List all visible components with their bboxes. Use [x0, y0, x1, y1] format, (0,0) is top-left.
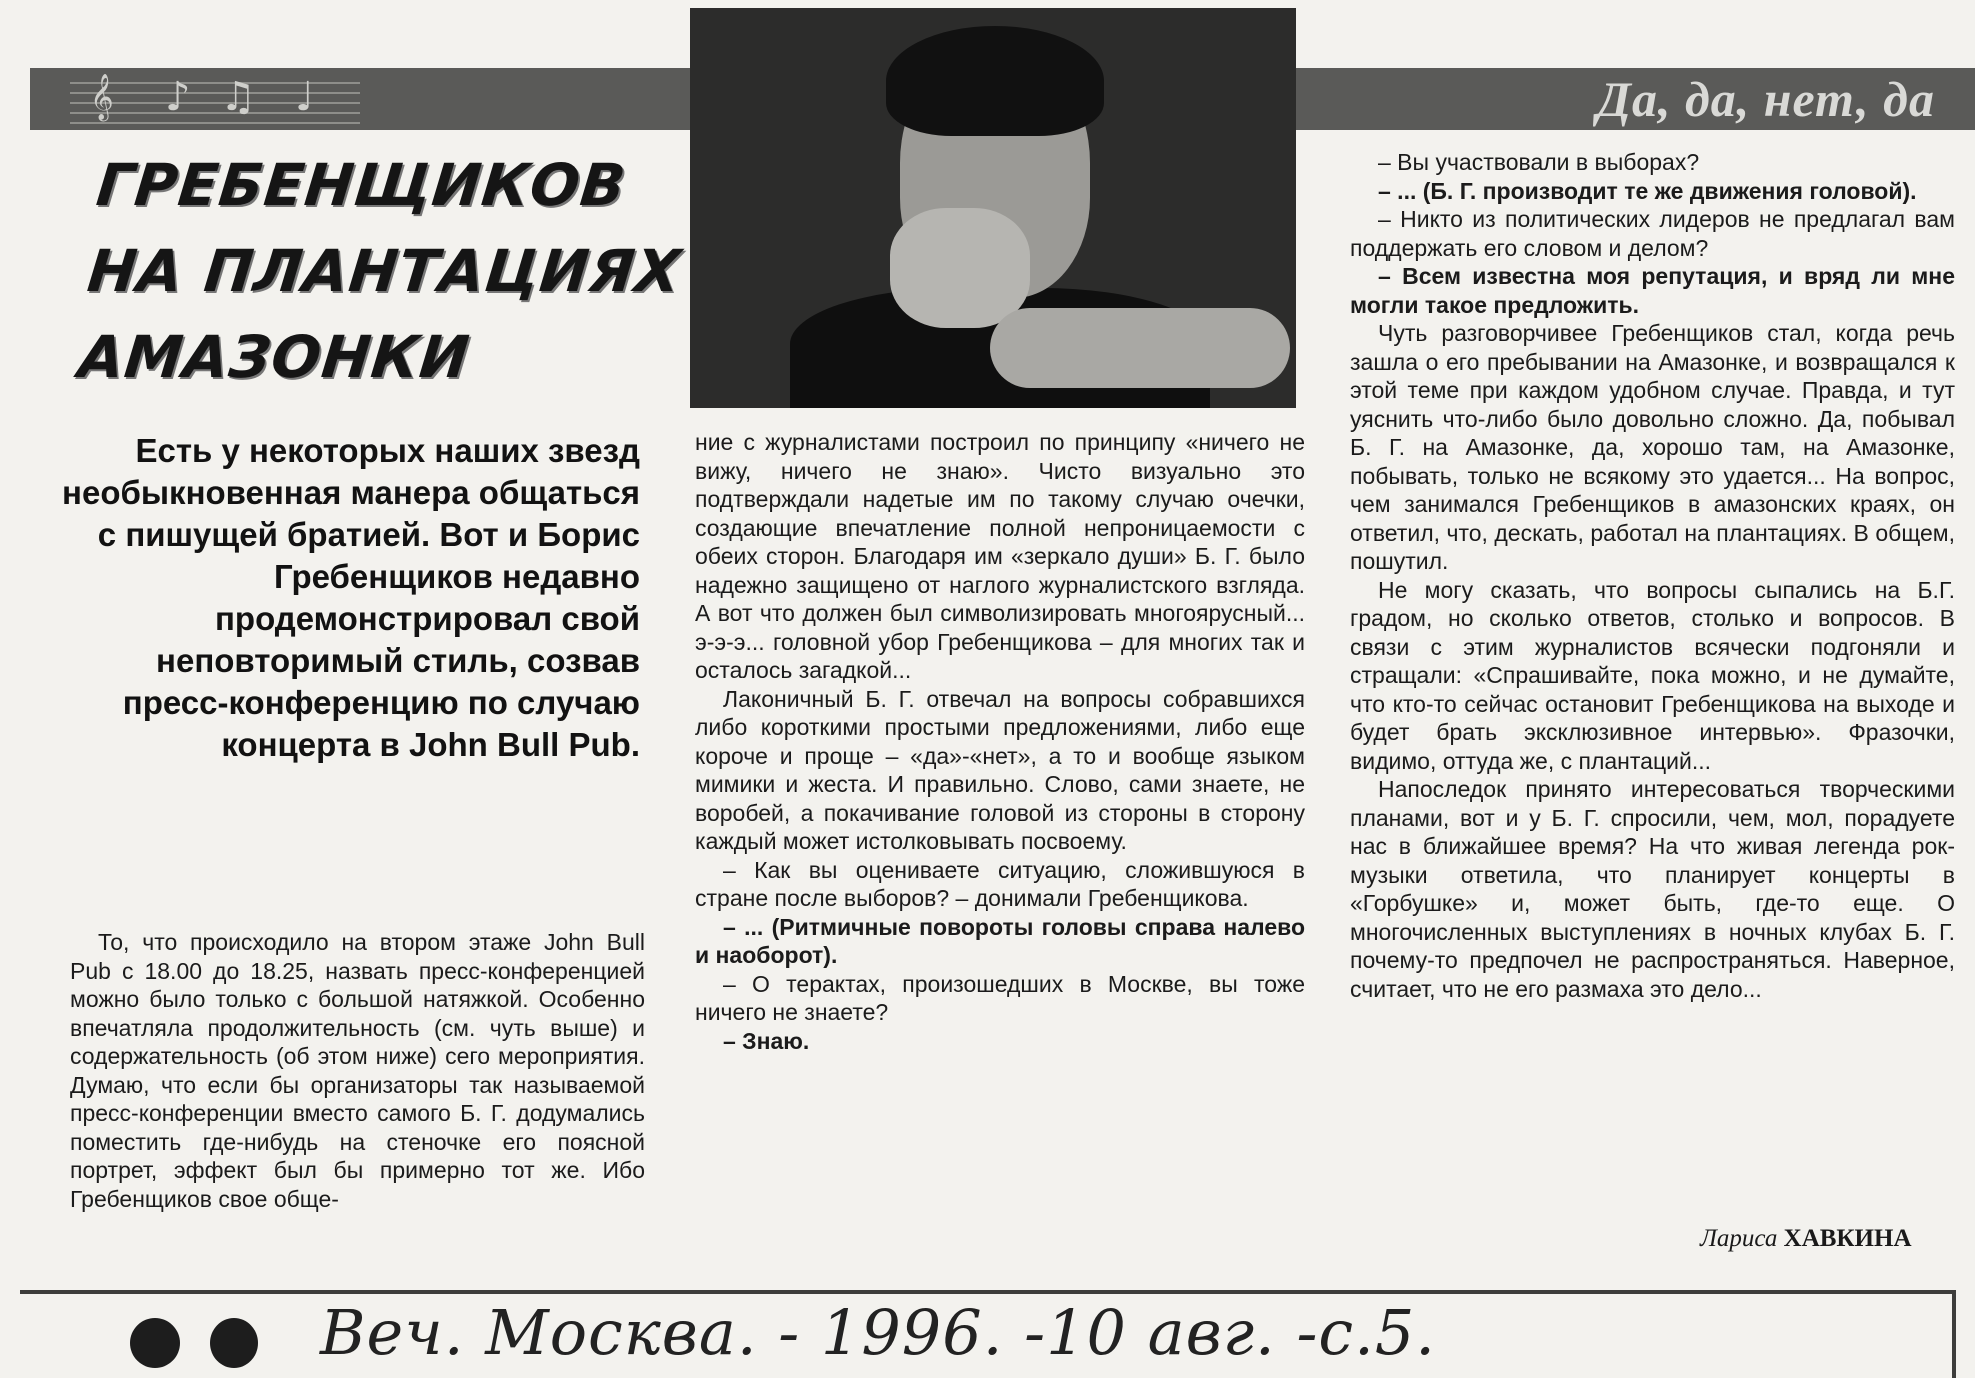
- rubric-title: Да, да, нет, да: [1596, 71, 1935, 127]
- byline: [1700, 1225, 1912, 1253]
- author-given-name: Лариса: [1700, 1225, 1778, 1252]
- article-column-1: [70, 928, 645, 1213]
- headline: [74, 142, 685, 400]
- rubric-banner-left: [30, 68, 690, 130]
- headline-line: АМАЗОНКИ: [75, 323, 474, 391]
- answer: – Всем известна моя репутация, и вряд ли мне могли такое предложить.: [1350, 263, 1955, 318]
- rubric-banner-right: [1296, 68, 1975, 130]
- paragraph: Не могу сказать, что вопросы сыпались на Б.Г. градом, но сколько ответов, столько и вопросов. В связи с этим журналистов всячески подгоняли и стращали: «Спрашивайте, пока можно, и не думайте, что кто-то сейчас остановит Гребенщикова на выходе и будет брать эксклюзивное интервью». Фразочки, видимо, оттуда же, с плантаций...: [1350, 576, 1955, 774]
- photo-hand: [890, 208, 1030, 328]
- answer: – ... (Ритмичные повороты головы справа налево и наоборот).: [695, 913, 1305, 968]
- handwritten-source-note: Веч. Москва. - 1996. -10 авг. -с.5.: [320, 1296, 1437, 1369]
- right-rule: [1952, 1290, 1956, 1378]
- article-column-3: [1350, 148, 1955, 1003]
- author-surname: ХАВКИНА: [1783, 1225, 1912, 1252]
- article-column-2: [695, 428, 1305, 1055]
- photo-arm: [990, 308, 1290, 388]
- paragraph: ние с журналистами построил по принципу «ничего не вижу, ничего не знаю». Чисто визуально это подтверждали надетые им по такому случаю очечки, создающие впечатление полной непроницаемости с обеих сторон. Благодаря им «зеркало души» Б. Г. было надежно защищено от наглого журналистского взгляда. А вот что должен был символизировать многоярусный... э-э-э... головной убор Гребенщикова – для многих так и осталось загадкой...: [695, 429, 1305, 683]
- paragraph: То, что происходило на втором этаже John Bull Pub с 18.00 до 18.25, назвать пресс-конференцией можно было только с большой натяжкой. Особенно впечатляла продолжительность (см. чуть выше) и содержательность (об этом ниже) сего мероприятия. Думаю, что если бы организаторы так называемой пресс-конференции вместо самого Б. Г. додумались поместить где-нибудь на стеночке его поясной портрет, эффект был бы примерно тот же. Ибо Гребенщиков свое обще-: [70, 929, 645, 1212]
- music-notes-icon: 𝄞 ♪ ♫ ♩: [70, 72, 360, 126]
- bottom-rule: [20, 1290, 1955, 1294]
- paragraph: Лаконичный Б. Г. отвечал на вопросы собравшихся либо короткими простыми предложениями, либо еще короче и проще – «да»-«нет», а то и вообще языком мимики и жеста. И правильно. Слово, сами знаете, не воробей, а покачивание головой из стороны в сторону каждый может истолковывать посвоему.: [695, 685, 1305, 854]
- lead-paragraph: Есть у некоторых наших звезд необыкновенная манера общаться с пишущей братией. Вот и Борис Гребенщиков недавно продемонстрировал свой неповторимый стиль, созвав пресс-конференцию по случаю концерта в John Bull Pub.: [62, 432, 640, 763]
- portrait-photo: [690, 8, 1296, 408]
- ink-blot: [210, 1318, 258, 1368]
- question: – Никто из политических лидеров не предлагал вам поддержать его словом и делом?: [1350, 206, 1955, 261]
- answer: – ... (Б. Г. производит те же движения головой).: [1378, 177, 1917, 204]
- headline-line: НА ПЛАНТАЦИЯХ: [84, 237, 685, 305]
- paragraph: Напоследок принято интересоваться творческими планами, вот и у Б. Г. спросили, чем, мол, порадуете нас в ближайшее время? На что живая легенда рок-музыки ответила, что планирует концерты в «Горбушке» и, может быть, где-то еще. О многочисленных выступлениях в ночных клубах Б. Г. почему-то предпочел не распространяться. Наверное, считает, что не его размаха это дело...: [1350, 776, 1955, 1002]
- photo-hair: [886, 26, 1104, 136]
- question: – Как вы оцениваете ситуацию, сложившуюся в стране после выборов? – донимали Гребенщикова.: [695, 856, 1305, 911]
- headline-line: ГРЕБЕНЩИКОВ: [93, 151, 630, 219]
- question: – О терактах, произошедших в Москве, вы тоже ничего не знаете?: [695, 970, 1305, 1025]
- answer: – Знаю.: [723, 1027, 810, 1054]
- question: – Вы участвовали в выборах?: [1378, 149, 1700, 175]
- ink-blot: [130, 1318, 180, 1368]
- paragraph: Чуть разговорчивее Гребенщиков стал, когда речь зашла о его пребывании на Амазонке, и возвращался к этой теме при каждом удобном случае. Правда, и тут уяснить что-либо было довольно сложно. Да, побывал Б. Г. на Амазонке, да, хорошо там, на Амазонке, побывать, только не всякому это удается... На вопрос, чем занимался Гребенщиков в амазонских краях, он ответил, что, дескать, работал на плантациях. В общем, пошутил.: [1350, 320, 1955, 574]
